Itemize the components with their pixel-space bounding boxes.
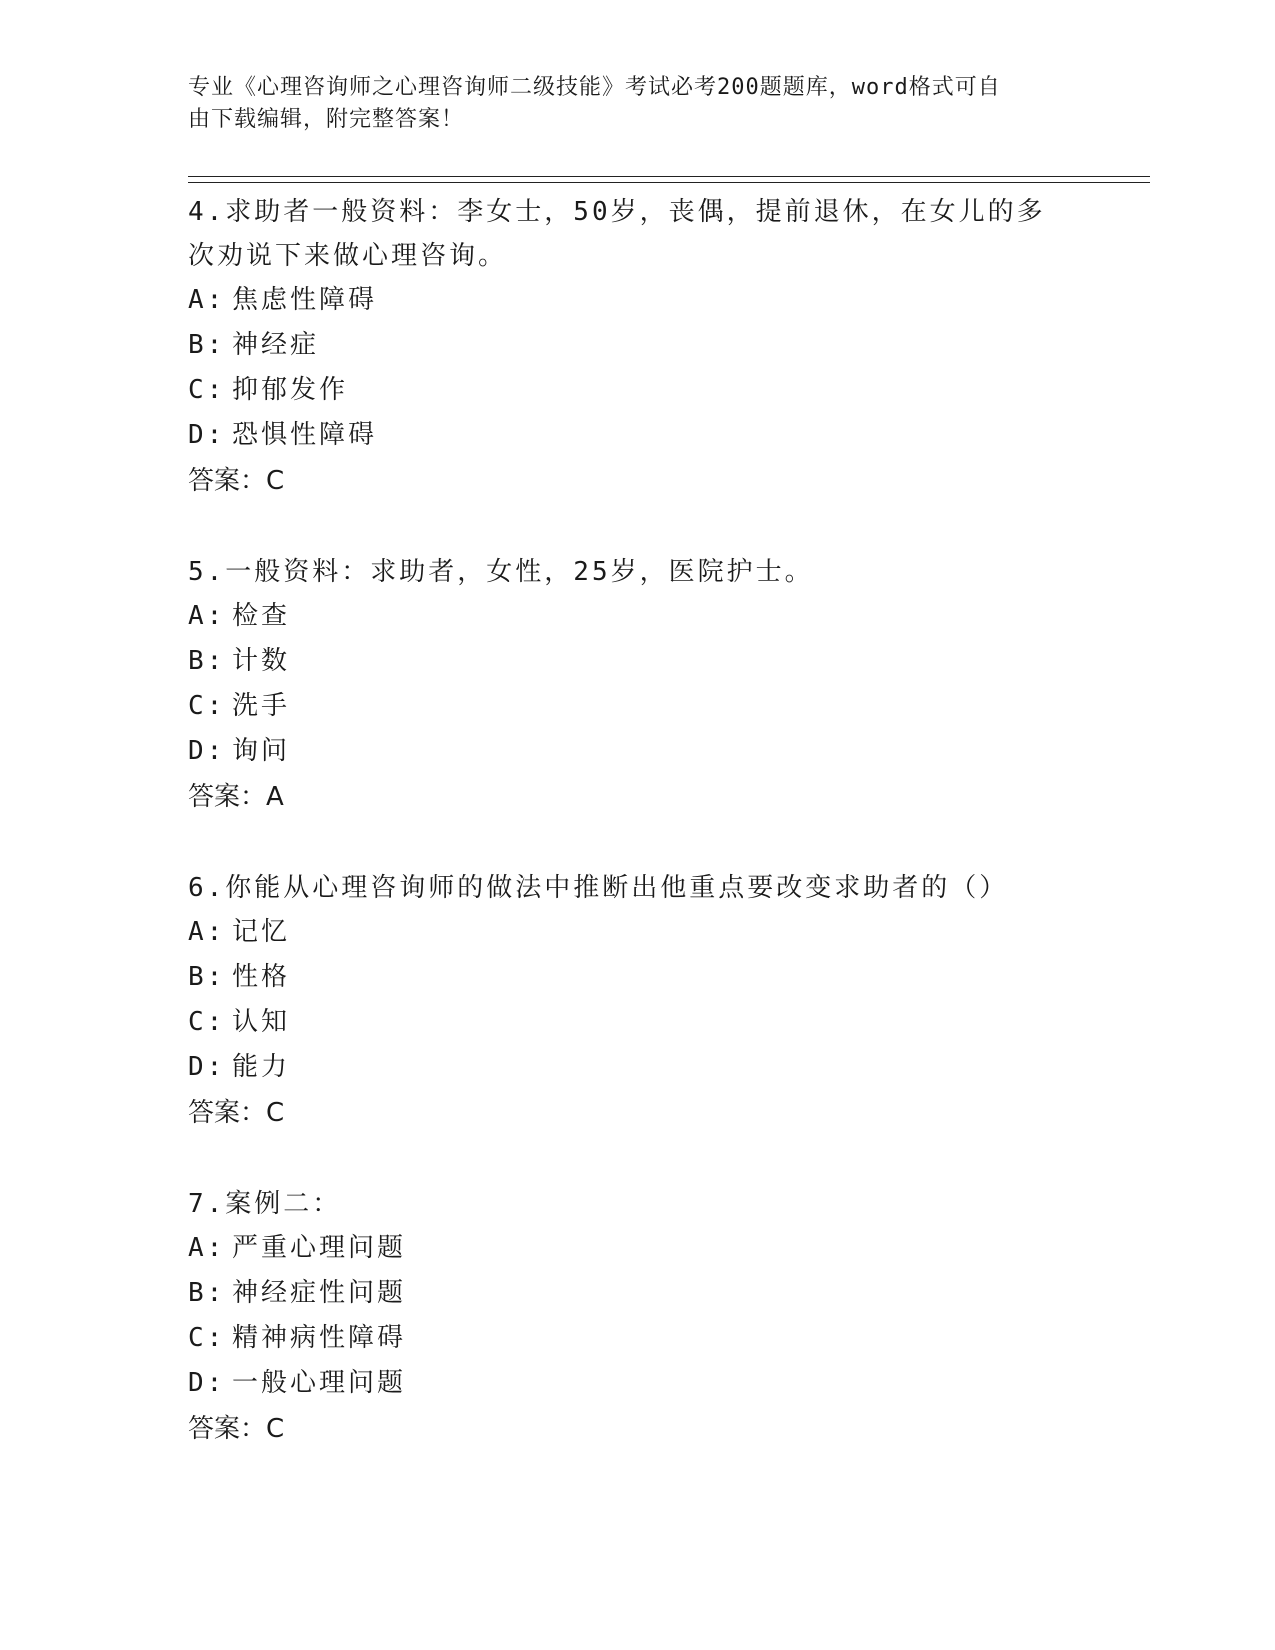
- option-text: 焦虑性障碍: [232, 285, 378, 315]
- option-key: C:: [188, 375, 226, 405]
- option-key: B:: [188, 962, 226, 992]
- option-text: 能力: [232, 1052, 291, 1082]
- option-key: B:: [188, 1278, 226, 1308]
- header-line-2: 由下载编辑，附完整答案！: [188, 107, 465, 132]
- option-d: [188, 413, 1068, 458]
- option-key: A:: [188, 601, 226, 631]
- option-c: [188, 1316, 1068, 1361]
- option-b: [188, 639, 1068, 684]
- header-line-1: 专业《心理咨询师之心理咨询师二级技能》考试必考200题题库，word格式可自: [188, 75, 1001, 100]
- option-key: B:: [188, 646, 226, 676]
- question-7: [188, 1182, 1068, 1452]
- answer: 答案：C: [188, 1098, 285, 1128]
- option-key: A:: [188, 285, 226, 315]
- option-text: 性格: [232, 962, 291, 992]
- option-text: 记忆: [232, 917, 291, 947]
- question-text: 7.案例二：: [188, 1189, 342, 1219]
- question-text: 4.求助者一般资料：李女士，50岁，丧偶，提前退休，在女儿的多次劝说下来做心理咨询。: [188, 197, 1046, 271]
- option-key: D:: [188, 1368, 226, 1398]
- option-c: [188, 684, 1068, 729]
- question-4: [188, 190, 1068, 504]
- option-text: 神经症性问题: [232, 1278, 407, 1308]
- option-b: [188, 955, 1068, 1000]
- answer: 答案：C: [188, 1414, 285, 1444]
- question-text: 5.一般资料：求助者，女性，25岁，医院护士。: [188, 557, 814, 587]
- option-text: 洗手: [232, 691, 291, 721]
- option-key: C:: [188, 691, 226, 721]
- option-key: A:: [188, 1233, 226, 1263]
- option-a: [188, 594, 1068, 639]
- option-text: 精神病性障碍: [232, 1323, 407, 1353]
- question-6: [188, 866, 1068, 1136]
- option-key: C:: [188, 1323, 226, 1353]
- option-text: 抑郁发作: [232, 375, 349, 405]
- option-text: 检查: [232, 601, 291, 631]
- option-key: D:: [188, 736, 226, 766]
- option-d: [188, 1045, 1068, 1090]
- answer: 答案：A: [188, 782, 284, 812]
- answer: 答案：C: [188, 466, 285, 496]
- option-a: [188, 1226, 1068, 1271]
- option-d: [188, 1361, 1068, 1406]
- option-key: C:: [188, 1007, 226, 1037]
- option-text: 一般心理问题: [232, 1368, 407, 1398]
- option-key: D:: [188, 420, 226, 450]
- question-5: [188, 550, 1068, 820]
- option-text: 严重心理问题: [232, 1233, 407, 1263]
- option-key: D:: [188, 1052, 226, 1082]
- option-b: [188, 323, 1068, 368]
- option-text: 询问: [232, 736, 291, 766]
- question-text: 6.你能从心理咨询师的做法中推断出他重点要改变求助者的（）: [188, 873, 1009, 903]
- option-text: 神经症: [232, 330, 320, 360]
- header-divider: [188, 176, 1150, 183]
- option-a: [188, 910, 1068, 955]
- option-c: [188, 368, 1068, 413]
- option-a: [188, 278, 1068, 323]
- option-d: [188, 729, 1068, 774]
- option-key: A:: [188, 917, 226, 947]
- option-text: 计数: [232, 646, 291, 676]
- option-b: [188, 1271, 1068, 1316]
- option-key: B:: [188, 330, 226, 360]
- option-text: 恐惧性障碍: [232, 420, 378, 450]
- option-c: [188, 1000, 1068, 1045]
- option-text: 认知: [232, 1007, 291, 1037]
- document-header: [188, 72, 1068, 136]
- question-list: [188, 190, 1068, 1498]
